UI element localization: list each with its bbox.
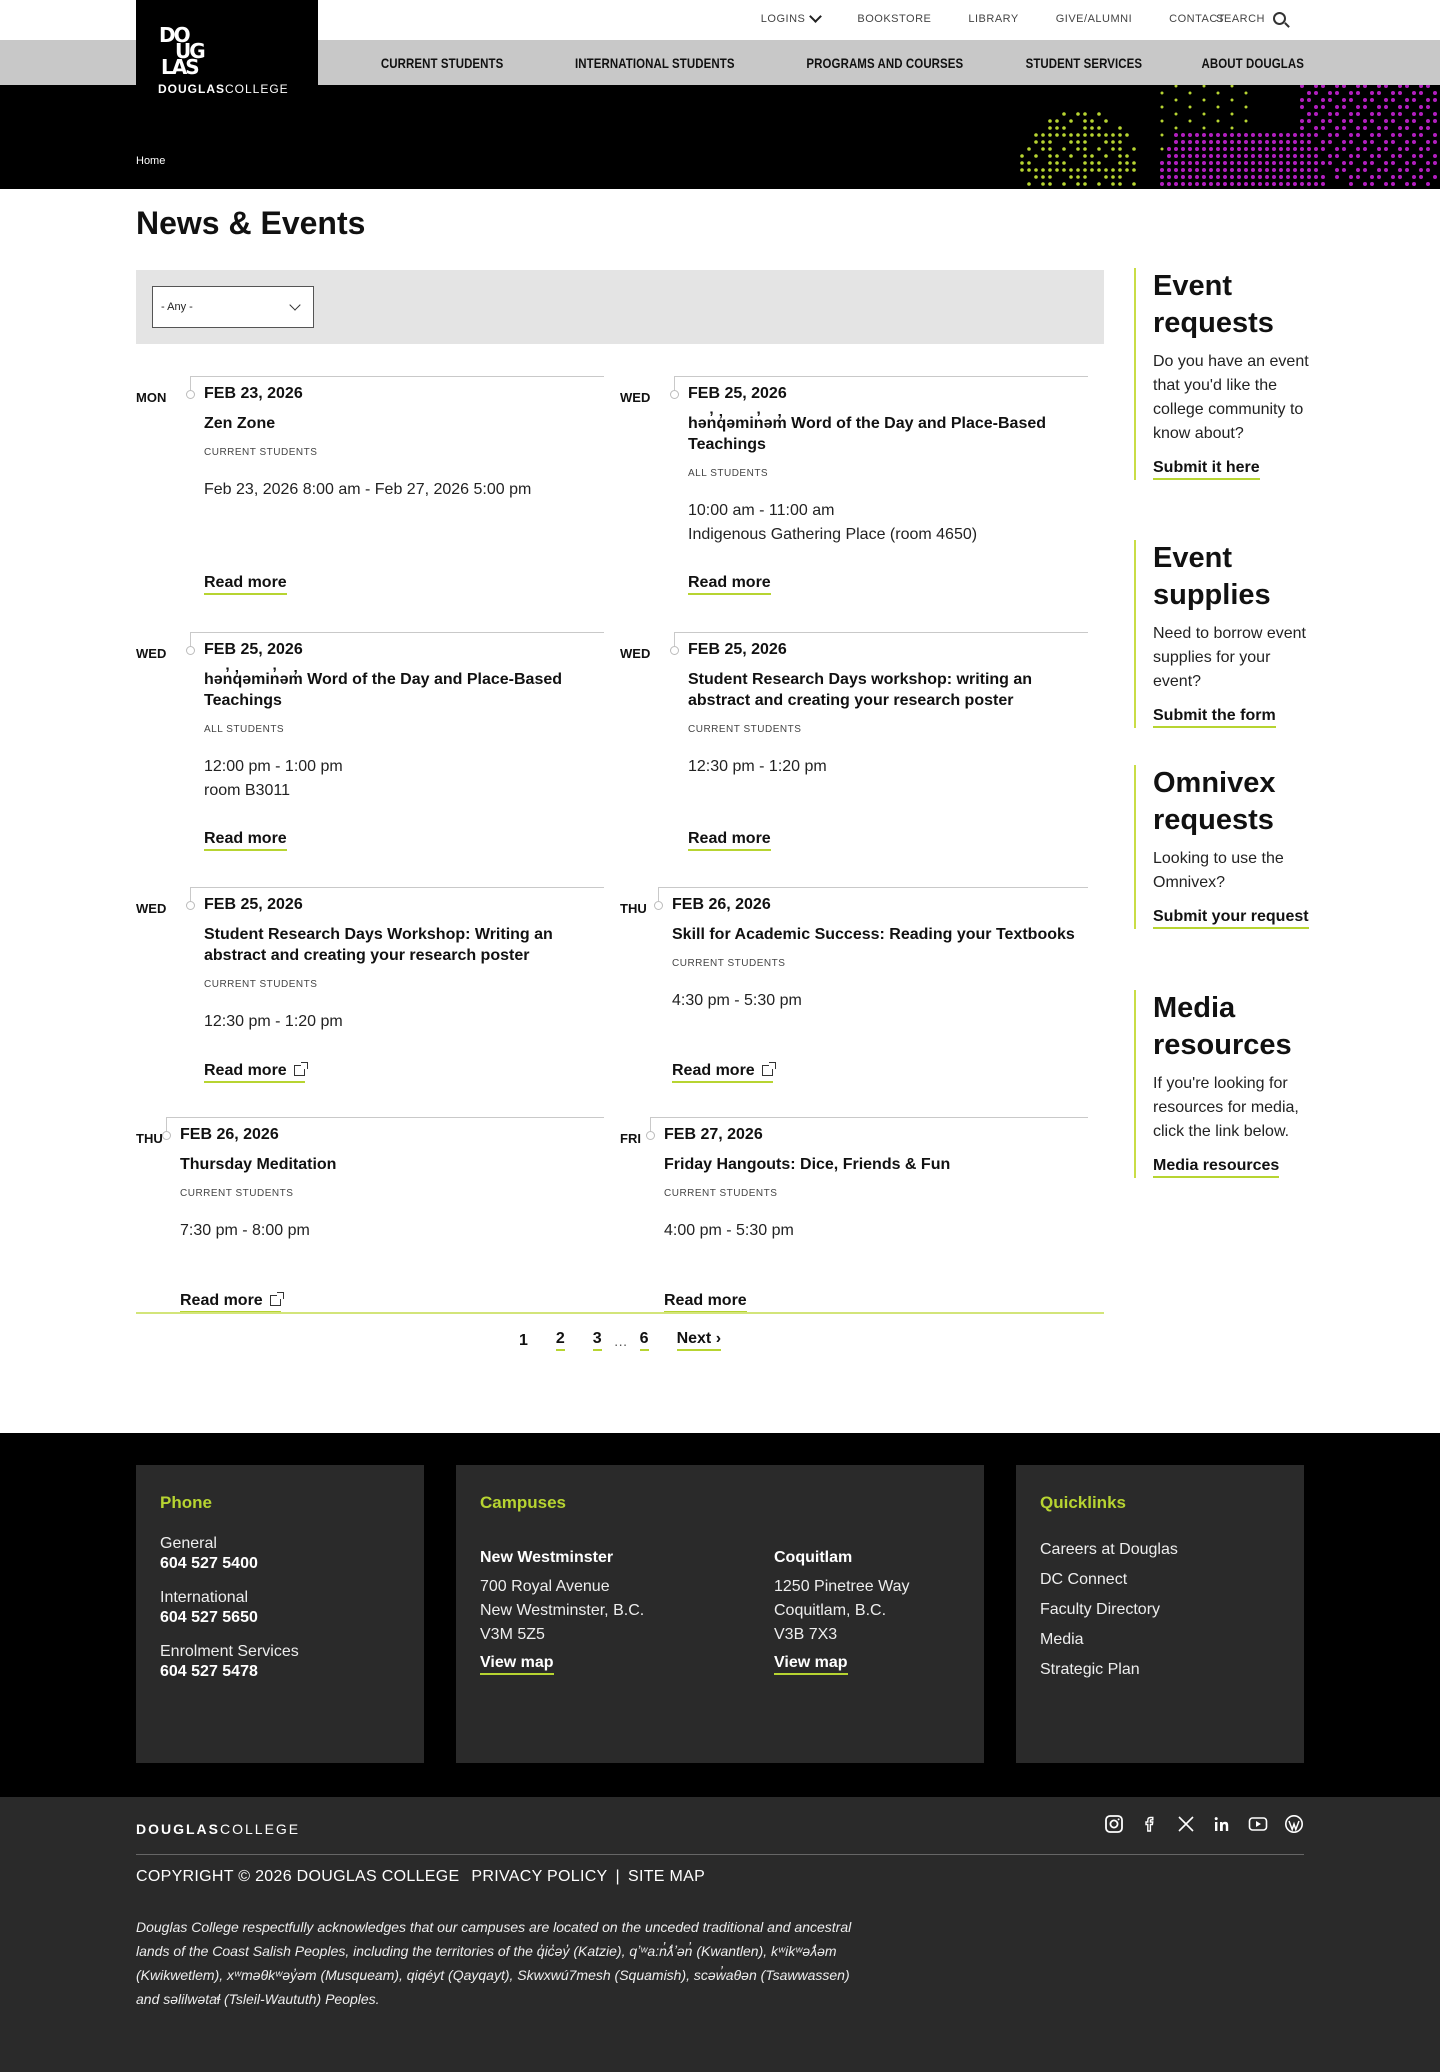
event-title[interactable]: hən̓q̓əmin̓əm̓ Word of the Day and Place-Based Teachings xyxy=(204,671,563,709)
douglas-college-logo[interactable] xyxy=(136,0,318,96)
read-more-link[interactable] xyxy=(204,830,287,851)
campus-name: New Westminster xyxy=(480,1549,614,1566)
event-item xyxy=(620,376,1088,604)
privacy-policy-link[interactable]: PRIVACY POLICY xyxy=(471,1868,608,1885)
campus-address-line: 700 Royal Avenue xyxy=(480,1578,610,1595)
campus-name: Coquitlam xyxy=(774,1549,853,1566)
phone-general-label: General xyxy=(160,1535,217,1552)
svg-text:UG: UG xyxy=(175,39,204,63)
event-weekday: MON xyxy=(136,390,167,405)
timeline-dot xyxy=(646,1131,655,1140)
event-weekday: WED xyxy=(136,646,167,661)
event-location: room B3011 xyxy=(204,782,290,799)
phone-international-label: International xyxy=(160,1589,249,1606)
event-weekday: THU xyxy=(136,1131,163,1146)
footer-logo[interactable]: DOUGLASCOLLEGE xyxy=(136,1821,301,1837)
facebook-icon[interactable] xyxy=(1140,1814,1160,1834)
timeline-dot xyxy=(186,901,195,910)
event-title[interactable]: Thursday Meditation xyxy=(180,1156,337,1173)
page-title: News & Events xyxy=(136,205,366,241)
page-3-link[interactable]: 3 xyxy=(593,1330,602,1351)
sidebar-card-text: Looking to use the Omnivex? xyxy=(1153,850,1284,891)
page-2-link[interactable]: 2 xyxy=(556,1330,565,1351)
page-ellipsis: … xyxy=(613,1332,628,1349)
footer-bottom xyxy=(0,1797,1440,2072)
event-time: 7:30 pm - 8:00 pm xyxy=(180,1222,310,1239)
linkedin-icon[interactable] xyxy=(1212,1814,1232,1834)
event-connector xyxy=(674,632,675,646)
read-more-link[interactable] xyxy=(204,1062,305,1083)
read-more-link[interactable] xyxy=(180,1292,281,1313)
utility-link-label: CONTACT xyxy=(1169,13,1225,25)
campus-address-line: Coquitlam, B.C. xyxy=(774,1602,887,1619)
timeline-dot xyxy=(186,646,195,655)
chevron-down-icon xyxy=(810,10,823,23)
event-connector xyxy=(190,376,191,390)
event-time: 12:00 pm - 1:00 pm xyxy=(204,758,343,775)
event-date: FEB 23, 2026 xyxy=(204,385,303,402)
quicklink[interactable]: Media xyxy=(1040,1631,1084,1648)
event-date: FEB 25, 2026 xyxy=(204,641,303,658)
event-weekday: THU xyxy=(620,901,647,916)
event-date: FEB 26, 2026 xyxy=(672,896,771,913)
event-time: 12:30 pm - 1:20 pm xyxy=(688,758,827,775)
event-title[interactable]: Skill for Academic Success: Reading your Textbooks xyxy=(672,926,1075,943)
event-audience: ALL STUDENTS xyxy=(204,724,285,735)
campus-coquitlam xyxy=(774,1549,974,1675)
sidebar-card-title: Omnivex requests xyxy=(1153,767,1276,836)
sidebar-card-text: If you're looking for resources for media, click the link below. xyxy=(1153,1075,1299,1140)
timeline-dot xyxy=(186,390,195,399)
page-current: 1 xyxy=(518,1331,528,1349)
x-icon[interactable] xyxy=(1176,1814,1196,1834)
pagination xyxy=(136,1330,1104,1351)
site-map-link[interactable]: SITE MAP xyxy=(628,1868,706,1885)
quicklink[interactable]: Faculty Directory xyxy=(1040,1601,1161,1618)
campuses-card xyxy=(456,1465,984,1763)
event-divider xyxy=(190,632,604,633)
event-connector xyxy=(166,1117,167,1131)
youtube-icon[interactable] xyxy=(1248,1814,1268,1834)
campus-address-line: V3M 5Z5 xyxy=(480,1626,545,1643)
quicklink[interactable]: Strategic Plan xyxy=(1040,1661,1140,1678)
event-time: 4:30 pm - 5:30 pm xyxy=(672,992,802,1009)
event-title[interactable]: Student Research Days workshop: writing an abstract and creating your research poster xyxy=(688,671,1033,709)
event-date: FEB 27, 2026 xyxy=(664,1126,763,1143)
event-time: 10:00 am - 11:00 am xyxy=(688,502,835,519)
utility-link-label: LIBRARY xyxy=(968,13,1019,25)
phone-general-number[interactable]: 604 527 5400 xyxy=(160,1555,258,1572)
read-more-label: Read more xyxy=(664,1292,747,1309)
phone-enrolment-label: Enrolment Services xyxy=(160,1643,299,1660)
read-more-label: Read more xyxy=(688,830,771,847)
sidebar-card-title: Event supplies xyxy=(1153,542,1271,611)
logo-wordmark: DOUGLASCOLLEGE xyxy=(158,82,289,96)
event-divider xyxy=(674,632,1088,633)
event-audience: CURRENT STUDENTS xyxy=(204,979,318,990)
event-audience: CURRENT STUDENTS xyxy=(672,958,786,969)
read-more-label: Read more xyxy=(204,1062,287,1079)
event-item xyxy=(620,887,1088,1092)
campus-address-line: New Westminster, B.C. xyxy=(480,1602,645,1619)
event-location: Indigenous Gathering Place (room 4650) xyxy=(688,526,978,543)
sidebar-card-event-supplies xyxy=(1134,540,1314,728)
event-body xyxy=(204,385,594,502)
next-page-link[interactable]: Next › xyxy=(677,1330,721,1351)
event-item xyxy=(136,632,604,860)
site-header xyxy=(0,0,1440,189)
legal-links xyxy=(136,1868,705,1886)
search-icon xyxy=(1273,12,1286,25)
event-body xyxy=(204,641,594,803)
logo-mark-icon xyxy=(158,20,214,76)
timeline-dot xyxy=(162,1131,171,1140)
timeline-dot xyxy=(654,901,663,910)
utility-link-give-alumni[interactable] xyxy=(1056,13,1132,25)
event-body xyxy=(204,896,594,1034)
view-map-link[interactable]: View map xyxy=(480,1653,554,1675)
footer-divider xyxy=(136,1854,1304,1855)
read-more-label: Read more xyxy=(204,830,287,847)
nav-international-students[interactable]: INTERNATIONAL STUDENTS xyxy=(575,54,735,71)
event-weekday: WED xyxy=(620,390,651,405)
event-date: FEB 25, 2026 xyxy=(688,641,787,658)
event-time: 4:00 pm - 5:30 pm xyxy=(664,1222,794,1239)
event-date: FEB 26, 2026 xyxy=(180,1126,279,1143)
event-audience: CURRENT STUDENTS xyxy=(204,447,318,458)
phone-card xyxy=(136,1465,424,1763)
search-button[interactable] xyxy=(1216,12,1286,25)
event-divider xyxy=(658,887,1088,888)
phone-international-number[interactable]: 604 527 5650 xyxy=(160,1609,258,1626)
sidebar-card-omnivex-requests xyxy=(1134,765,1314,929)
event-body xyxy=(672,896,1078,1013)
quicklinks-card xyxy=(1016,1465,1304,1763)
event-connector xyxy=(658,887,659,901)
page-last-link[interactable]: 6 xyxy=(640,1330,649,1351)
svg-text:LAS: LAS xyxy=(161,55,198,76)
event-connector xyxy=(650,1117,651,1131)
event-title[interactable]: hən̓q̓əmin̓əm̓ Word of the Day and Place-Based Teachings xyxy=(688,415,1047,453)
read-more-label: Read more xyxy=(204,574,287,591)
event-divider xyxy=(190,887,604,888)
list-divider xyxy=(136,1312,1104,1314)
sidebar-card-link[interactable]: Media resources xyxy=(1153,1156,1279,1178)
event-item xyxy=(136,1117,604,1322)
read-more-link[interactable] xyxy=(672,1062,773,1083)
event-divider xyxy=(650,1117,1088,1118)
view-map-link[interactable]: View map xyxy=(774,1653,848,1675)
breadcrumb-home[interactable]: Home xyxy=(136,155,166,167)
land-acknowledgement: Douglas College respectfully acknowledges that our campuses are located on the unceded traditional and ancestral lands of the Coast Salish Peoples, including the territories of the q̓ic̓əy̓ (Katzie), qʼʷa:n̓ƛ̓ʼən̓ (Kwantlen), kʷikʷəƛ̓əm (Kwikwetlem), xʷməθkʷəy̓əm (Musqueam), qiqéyt (Qayqayt), Skwxwú7mesh (Squamish), scəw̓aθən (Tsawwassen) and səlilwətaɬ (Tsleil-Waututh) Peoples. xyxy=(136,1919,852,2007)
wordpress-icon[interactable] xyxy=(1284,1814,1304,1834)
utility-link-label: LOGINS xyxy=(760,13,806,25)
event-filter-bar xyxy=(136,270,1104,344)
quicklinks-heading: Quicklinks xyxy=(1040,1493,1126,1512)
event-date: FEB 25, 2026 xyxy=(204,896,303,913)
phone-enrolment-number[interactable]: 604 527 5478 xyxy=(160,1663,258,1680)
utility-link-label: BOOKSTORE xyxy=(857,13,932,25)
read-more-link[interactable] xyxy=(688,574,771,595)
legal-separator: | xyxy=(615,1868,620,1885)
sidebar-card-link[interactable]: Submit the form xyxy=(1153,706,1276,728)
utility-link-bookstore[interactable] xyxy=(857,13,931,25)
sidebar-card-link[interactable]: Submit your request xyxy=(1153,907,1309,929)
event-divider xyxy=(674,376,1088,377)
svg-text:DO: DO xyxy=(159,23,189,47)
campus-address-line: 1250 Pinetree Way xyxy=(774,1578,910,1595)
utility-link-logins[interactable] xyxy=(761,13,821,25)
event-body xyxy=(688,385,1078,547)
event-body xyxy=(688,641,1078,779)
event-divider xyxy=(190,376,604,377)
event-audience: CURRENT STUDENTS xyxy=(664,1188,778,1199)
event-item xyxy=(136,376,604,604)
read-more-label: Read more xyxy=(688,574,771,591)
sidebar-card-title: Event requests xyxy=(1153,270,1274,339)
instagram-icon[interactable] xyxy=(1104,1814,1124,1834)
event-item xyxy=(620,632,1088,860)
event-connector xyxy=(190,887,191,901)
chevron-down-icon xyxy=(289,299,300,310)
sidebar-card-link[interactable]: Submit it here xyxy=(1153,458,1260,480)
campuses-heading: Campuses xyxy=(480,1493,566,1512)
nav-current-students[interactable]: CURRENT STUDENTS xyxy=(380,54,504,71)
event-item xyxy=(136,887,604,1092)
event-weekday: FRI xyxy=(620,1131,641,1146)
nav-student-services[interactable]: STUDENT SERVICES xyxy=(1025,54,1143,71)
event-audience: ALL STUDENTS xyxy=(688,468,769,479)
campus-new-westminster xyxy=(480,1549,740,1675)
sidebar-card-text: Do you have an event that you'd like the college community to know about? xyxy=(1153,353,1309,442)
breadcrumb[interactable] xyxy=(136,155,165,167)
event-time: Feb 23, 2026 8:00 am - Feb 27, 2026 5:00 pm xyxy=(204,481,532,498)
sidebar-card-text: Need to borrow event supplies for your event? xyxy=(1153,625,1306,690)
event-title[interactable]: Student Research Days Workshop: Writing an abstract and creating your research poster xyxy=(204,926,553,964)
copyright-text: COPYRIGHT © 2026 DOUGLAS COLLEGE xyxy=(136,1868,460,1885)
read-more-link[interactable] xyxy=(688,830,771,851)
event-connector xyxy=(190,632,191,646)
quicklink[interactable]: DC Connect xyxy=(1040,1571,1128,1588)
event-audience: CURRENT STUDENTS xyxy=(688,724,802,735)
nav-about-douglas[interactable]: ABOUT DOUGLAS xyxy=(1201,54,1304,71)
sidebar-card-title: Media resources xyxy=(1153,992,1292,1061)
utility-link-library[interactable] xyxy=(968,13,1018,25)
event-item xyxy=(620,1117,1088,1322)
filter-selected-value: - Any - xyxy=(161,301,193,313)
event-weekday: WED xyxy=(620,646,651,661)
event-title[interactable]: Friday Hangouts: Dice, Friends & Fun xyxy=(664,1156,951,1173)
phone-heading: Phone xyxy=(160,1493,212,1512)
event-date: FEB 25, 2026 xyxy=(688,385,787,402)
read-more-link[interactable] xyxy=(664,1292,747,1313)
read-more-label: Read more xyxy=(672,1062,755,1079)
event-audience: CURRENT STUDENTS xyxy=(180,1188,294,1199)
utility-link-label: GIVE/ALUMNI xyxy=(1055,13,1133,25)
audience-filter-select[interactable] xyxy=(152,286,314,328)
external-link-icon xyxy=(762,1065,773,1076)
event-body xyxy=(180,1126,594,1243)
sidebar-card-media-resources xyxy=(1134,990,1314,1178)
event-divider xyxy=(166,1117,604,1118)
event-time: 12:30 pm - 1:20 pm xyxy=(204,1013,343,1030)
timeline-dot xyxy=(670,646,679,655)
sidebar-card-event-requests xyxy=(1134,268,1314,480)
external-link-icon xyxy=(294,1065,305,1076)
nav-programs-and-courses[interactable]: PROGRAMS AND COURSES xyxy=(806,54,963,71)
timeline-dot xyxy=(670,390,679,399)
event-title[interactable]: Zen Zone xyxy=(204,415,276,432)
social-links xyxy=(1104,1814,1304,1834)
read-more-link[interactable] xyxy=(204,574,287,595)
search-label: SEARCH xyxy=(1216,12,1265,25)
event-connector xyxy=(674,376,675,390)
campus-address-line: V3B 7X3 xyxy=(774,1626,838,1643)
quicklink[interactable]: Careers at Douglas xyxy=(1040,1541,1178,1558)
event-weekday: WED xyxy=(136,901,167,916)
external-link-icon xyxy=(270,1295,281,1306)
event-body xyxy=(664,1126,1078,1243)
read-more-label: Read more xyxy=(180,1292,263,1309)
footer-contact xyxy=(0,1433,1440,1797)
